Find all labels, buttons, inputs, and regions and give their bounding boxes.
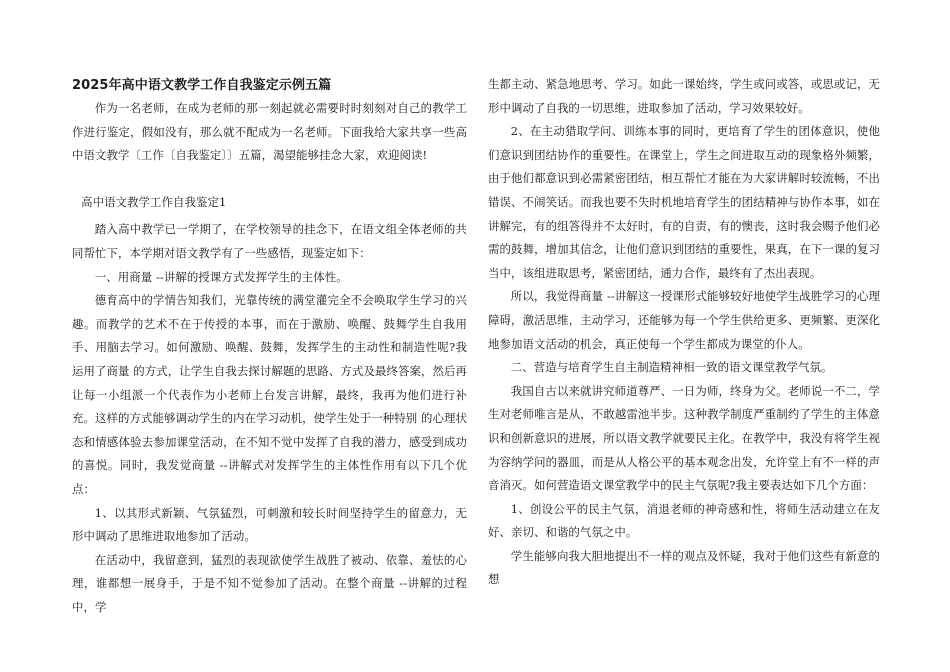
body-paragraph: 学生能够向我大胆地提出不一样的观点及怀疑，我对于他们这些有新意的想 — [488, 548, 880, 587]
body-paragraph: 德育高中的学情告知我们，光靠传统的满堂灌完全不会唤取学生学习的兴趣。而教学的艺术不在于传授的本事，而在于激励、唤醒、鼓舞学生自我用手、用脑去学习。如何激励、唤醒、鼓舞，发挥学生的主动性和制造性呢?我运用了商量 的方式，让学生自我去探讨解题的思路、方式及最终答案，然后再让每一小组派一个代表作为小老师上台发言讲解，最终，我再为他们进行补充。这样的方式能够调动学生的内在学习动机，使学生处于一种特别 的心理状态和情感体验去参加课堂活动，在不知不觉中发挥了自我的潜力，感受到成功的喜悦。同时，我发觉商量 --讲解式对发挥学生的主体性作用有以下几个优点： — [72, 293, 467, 496]
body-paragraph: 2、在主动猎取学问、训练本事的同时，更培育了学生的团体意识，使他们意识到团结协作的重要性。在课堂上，学生之间进取互动的现象格外频繁，由于他们都意识到必需紧密团结，相互帮忙才能在为大家讲解时较流畅，不出错误、不闹笑话。而我也要不失时机地培育学生的团结精神与协作本事，如在讲解完，有的组答得并不太好时，有的自责，有的懊丧，这时我会赐予他们必需的鼓舞，增加其信念，让他们意识到团结的重要性，果真，在下一课的复习当中，该组进取思考，紧密团结，通力合作，最终有了杰出表现。 — [488, 124, 880, 280]
body-paragraph: 踏入高中教学已一学期了，在学校领导的挂念下，在语文组全体老师的共同帮忙下，本学期对语文教学有了一些感悟，现鉴定如下： — [72, 222, 467, 260]
intro-paragraph: 作为一名老师，在成为老师的那一刻起就必需要时时刻刻对自己的教学工作进行鉴定，假如没有，那么就不配成为一名老师。下面我给大家共享一些高中语文教学〔工作〔自我鉴定〕〕五篇，渴望能够挂念大家，欢迎阅读! — [72, 101, 467, 163]
document-title: 2025年高中语文教学工作自我鉴定示例五篇 — [72, 78, 332, 93]
body-paragraph: 一、用商量 --讲解的授课方式发挥学生的主体性。 — [94, 269, 348, 284]
body-paragraph: 二、营造与培育学生自主制造精神相一致的语文课堂教学气氛。 — [510, 360, 833, 375]
body-paragraph: 所以，我觉得商量 --讲解这一授课形式能够较好地使学生战胜学习的心理障碍，激活思维，主动学习，还能够为每一个学生供给更多、更频繁、更深化地参加语文活动的机会，真正使每一个学生都成为课堂的仆人。 — [488, 289, 880, 351]
body-paragraph: 在活动中，我留意到，猛烈的表现欲使学生战胜了被动、依靠、羞怯的心理，谁都想一展身手，于是不知不觉参加了活动。在整个商量 --讲解的过程中，学 — [72, 552, 467, 614]
body-paragraph: 我国自古以来就讲究师道尊严、一日为师，终身为父。老师说一不二，学生对老师唯言是从，不敢越雷池半步。这种教学制度严重制约了学生的主体意识和创新意识的进展，所以语文教学就要民主化。在教学中，我没有将学生视为容纳学问的器皿，而是从人格公平的基本观念出发，允许堂上有不一样的声音消灭。如何营造语文课堂教学中的民主气氛呢?我主要表达如下几个方面： — [488, 383, 880, 493]
right-column — [488, 73, 880, 592]
section-heading: 高中语文教学工作自我鉴定1 — [81, 194, 227, 209]
left-column — [72, 73, 467, 619]
body-paragraph: 1、创设公平的民主气氛，消退老师的神奇感和性，将师生活动建立在友好、亲切、和谐的气氛之中。 — [488, 501, 880, 540]
body-paragraph: 1、以其形式新颖、气氛猛烈，可刺激和较长时间坚持学生的留意力，无形中调动了思维进取地参加了活动。 — [72, 505, 467, 544]
continued-paragraph: 生都主动、紧急地思考、学习。如此一课始终，学生或问或答，或思或记，无形中调动了自我的一切思维，进取参加了活动，学习效果较好。 — [488, 77, 880, 115]
